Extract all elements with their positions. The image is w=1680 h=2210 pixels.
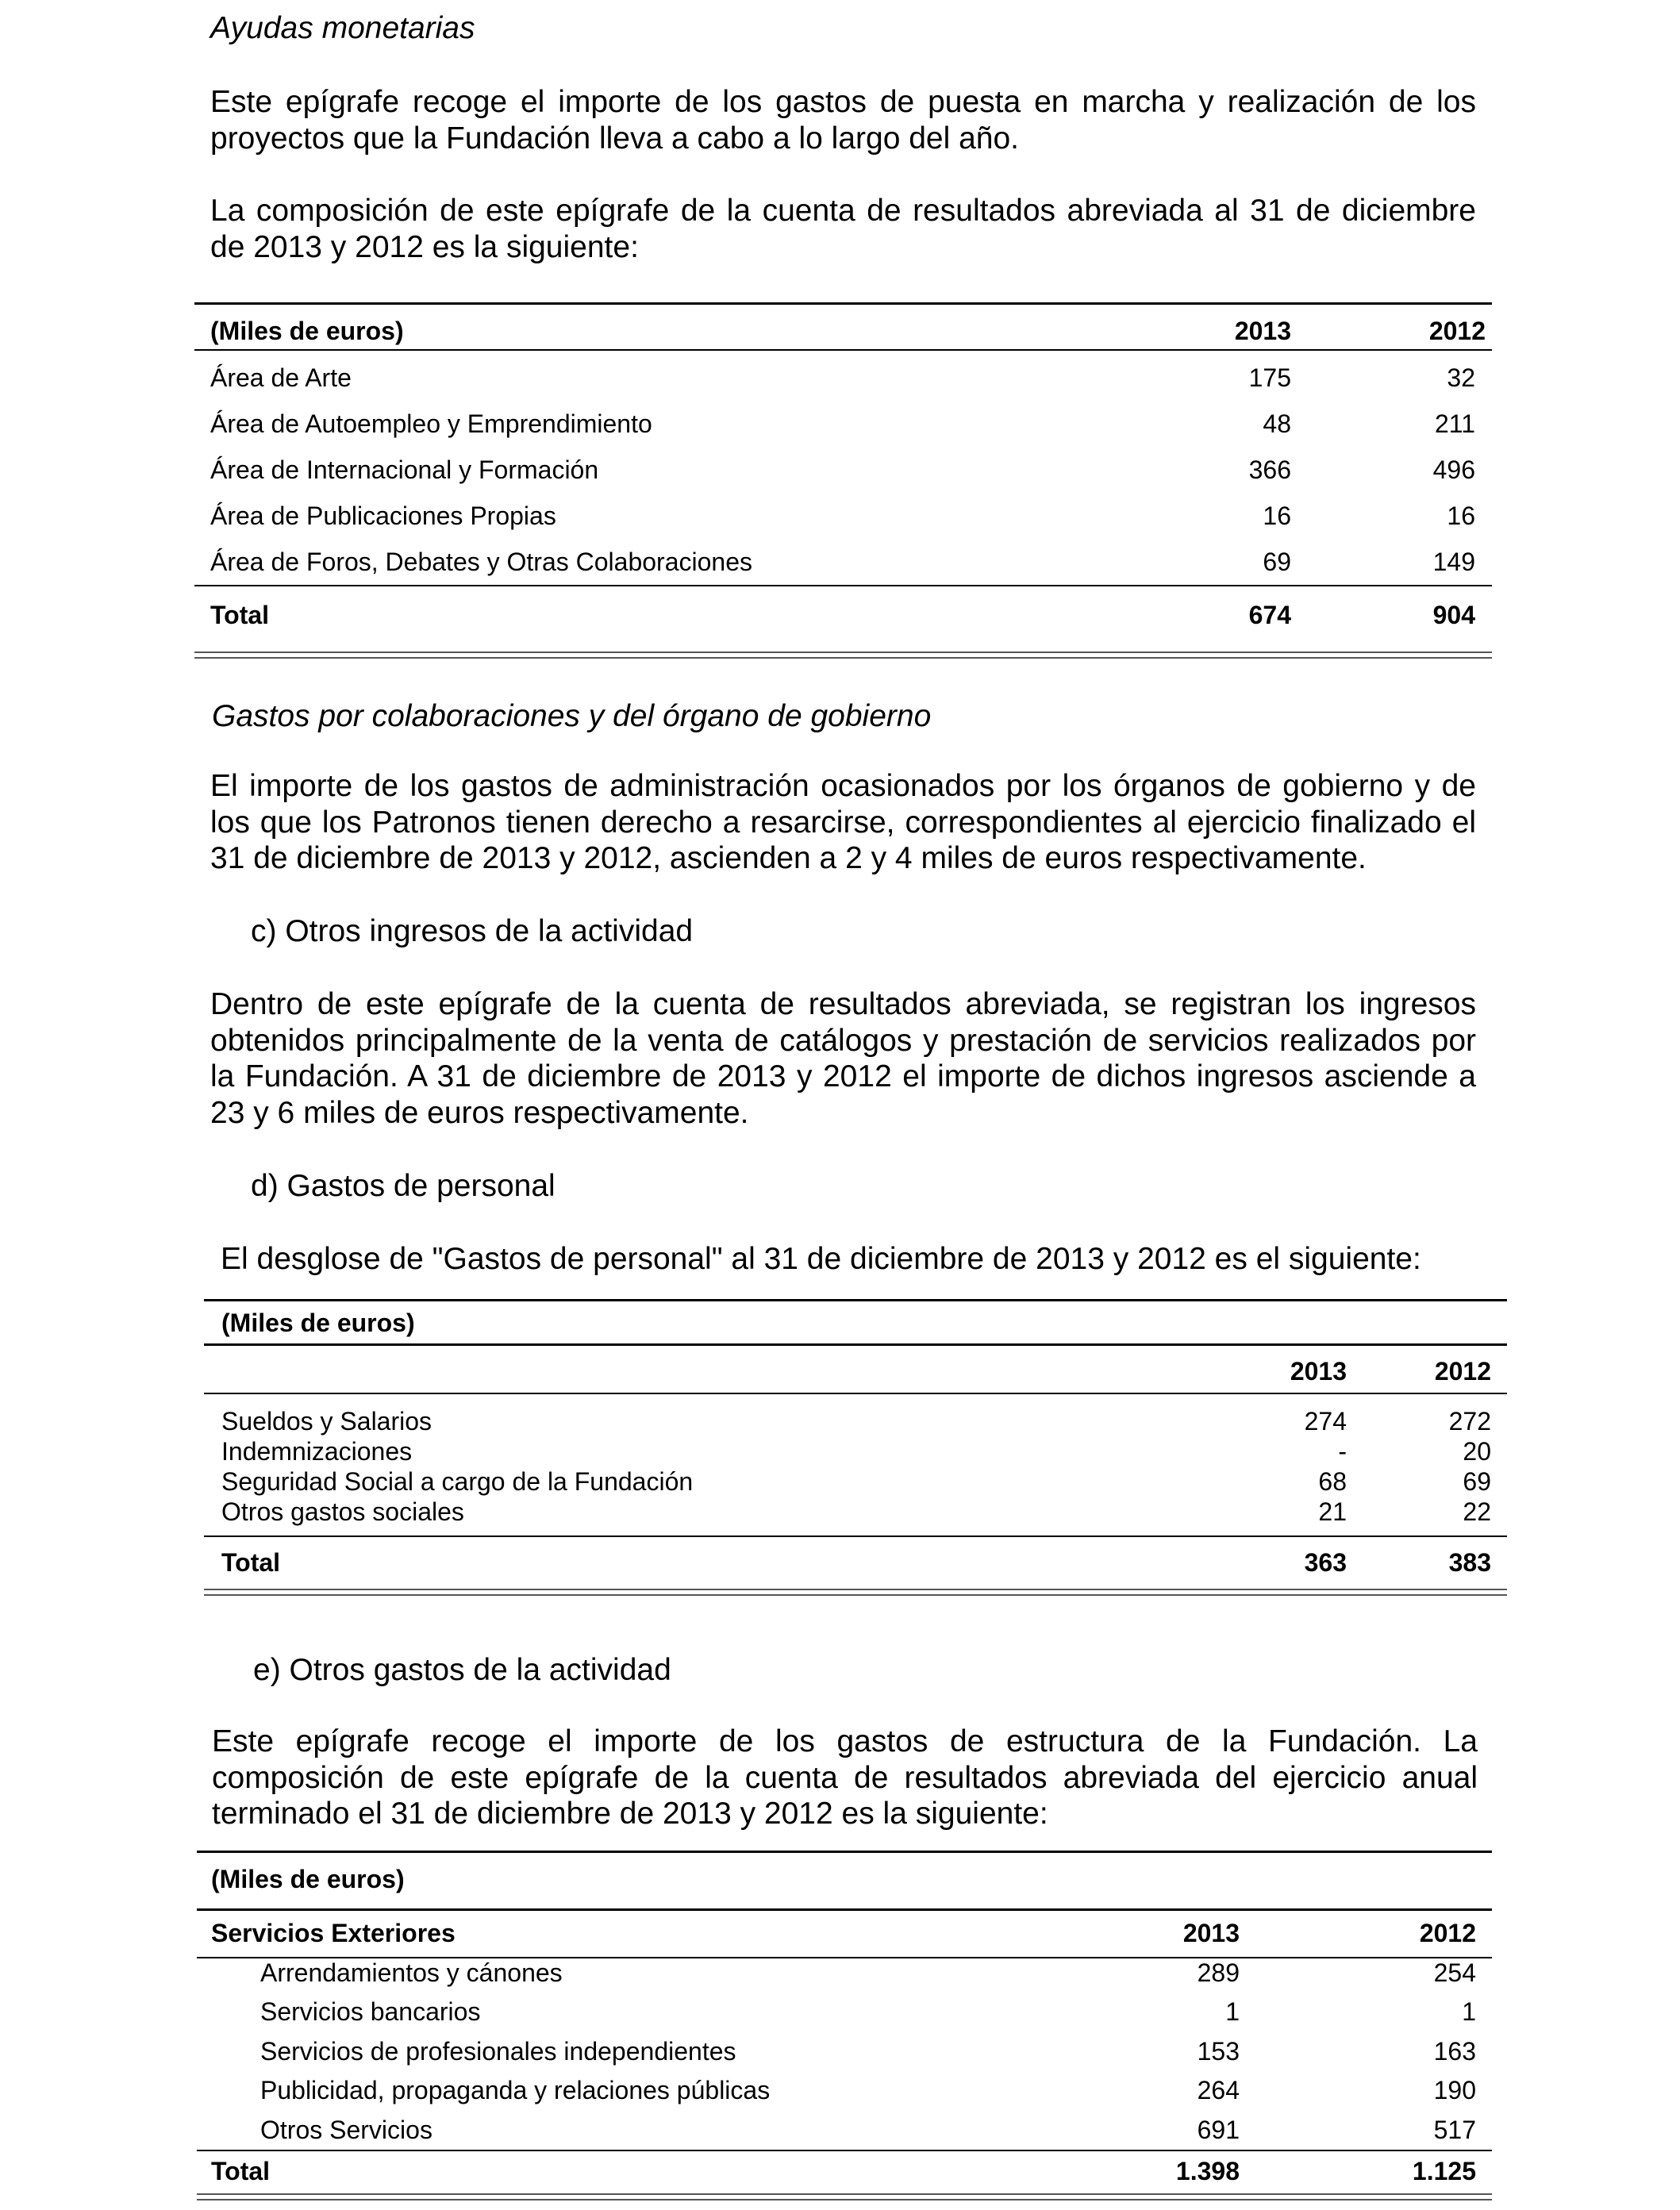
paragraph-ayudas-intro: Este epígrafe recoge el importe de los gastos de puesta en marcha y realización de los proyectos que la Fundación lleva a cabo a lo largo del año. — [210, 85, 1476, 156]
section-heading-ayudas: Ayudas monetarias — [210, 11, 475, 45]
paragraph-ayudas-composition: La composición de este epígrafe de la cuenta de resultados abreviada al 31 de diciembre de 2013 y 2012 es la siguiente: — [210, 194, 1476, 264]
header-2013: 2013 — [1234, 317, 1291, 345]
double-rule — [194, 651, 1492, 659]
section-heading-gastos-colaboraciones: Gastos por colaboraciones y del órgano de gobierno — [212, 699, 932, 733]
row-label: Área de Publicaciones Propias — [210, 502, 556, 530]
total-label: Total — [210, 601, 270, 629]
table-gastos-personal — [204, 1299, 1507, 1593]
header-2012: 2012 — [1434, 1357, 1491, 1386]
row-label: Seguridad Social a cargo de la Fundación — [221, 1467, 694, 1496]
header-units: (Miles de euros) — [210, 317, 404, 345]
row-value-2013: 175 — [1248, 363, 1291, 392]
row-value-2013: 264 — [1197, 2076, 1240, 2104]
row-value-2013: 48 — [1263, 409, 1291, 438]
row-value-2013: 68 — [1318, 1467, 1347, 1496]
row-value-2012: 517 — [1433, 2116, 1476, 2144]
total-rule — [194, 585, 1492, 586]
row-value-2012: 20 — [1463, 1437, 1491, 1466]
row-value-2013: 69 — [1263, 548, 1291, 576]
table-otros-gastos — [197, 1851, 1492, 2200]
table-top-rule — [194, 302, 1492, 305]
row-value-2012: 211 — [1434, 409, 1475, 438]
row-label: Arrendamientos y cánones — [260, 1958, 563, 1987]
table-ayudas — [194, 302, 1492, 658]
row-value-2012: 149 — [1432, 548, 1475, 576]
header-rule — [204, 1393, 1507, 1394]
row-value-2012: 69 — [1463, 1467, 1491, 1496]
row-value-2013: 691 — [1197, 2116, 1240, 2144]
row-label: Área de Autoempleo y Emprendimiento — [210, 409, 652, 438]
row-value-2012: 22 — [1463, 1497, 1491, 1526]
row-label: Indemnizaciones — [221, 1437, 413, 1466]
row-label: Otros gastos sociales — [221, 1497, 464, 1526]
total-2012: 383 — [1448, 1548, 1491, 1577]
paragraph-otros-ingresos: Dentro de este epígrafe de la cuenta de resultados abreviada, se registran los ingresos obtenidos principalmente de la venta de catálogos y prestación de servicios realizados por la Fundación. A 31 de diciembre de 2013 y 2012 el importe de dichos ingresos asciende a 23 y 6 miles de euros respectivamente. — [210, 987, 1476, 1130]
caption-rule — [204, 1343, 1507, 1346]
total-label: Total — [211, 2157, 271, 2185]
paragraph-otros-gastos: Este epígrafe recoge el importe de los gastos de estructura de la Fundación. La composición de este epígrafe de la cuenta de resultados abreviada del ejercicio anual terminado el 31 de diciembre de 2013 y 2012 es la siguiente: — [212, 1724, 1478, 1831]
row-value-2013: 153 — [1197, 2037, 1240, 2066]
section-heading-d: d) Gastos de personal — [251, 1169, 556, 1203]
row-value-2012: 163 — [1433, 2037, 1476, 2066]
total-rule — [197, 2150, 1492, 2151]
table-top-rule — [197, 1851, 1492, 1853]
row-label: Otros Servicios — [260, 2116, 432, 2144]
row-value-2012: 32 — [1447, 363, 1475, 392]
row-label: Servicios bancarios — [260, 1997, 481, 2026]
row-value-2013: 1 — [1225, 1997, 1240, 2026]
row-value-2013: 289 — [1197, 1958, 1240, 1987]
row-value-2013: - — [1338, 1437, 1347, 1466]
table-top-rule — [204, 1299, 1507, 1301]
row-value-2012: 254 — [1433, 1958, 1476, 1987]
section-heading-e: e) Otros gastos de la actividad — [253, 1653, 671, 1687]
row-value-2013: 21 — [1318, 1497, 1347, 1526]
row-value-2012: 16 — [1447, 502, 1475, 530]
header-rule — [194, 349, 1492, 351]
header-2013: 2013 — [1182, 1919, 1240, 1947]
paragraph-gastos-personal: El desglose de "Gastos de personal" al 31 de diciembre de 2013 y 2012 es el siguiente: — [221, 1242, 1421, 1276]
row-value-2012: 1 — [1462, 1997, 1476, 2026]
table-caption: (Miles de euros) — [221, 1309, 415, 1337]
header-2012: 2012 — [1419, 1919, 1476, 1947]
header-2013: 2013 — [1290, 1357, 1347, 1386]
row-label: Área de Foros, Debates y Otras Colaboraciones — [210, 548, 752, 576]
total-rule — [204, 1535, 1507, 1537]
paragraph-gastos-colaboraciones: El importe de los gastos de administración ocasionados por los órganos de gobierno y de los que los Patronos tienen derecho a resarcirse, correspondientes al ejercicio finalizado el 31 de diciembre de 2013 y 2012, ascienden a 2 y 4 miles de euros respectivamente. — [210, 769, 1476, 875]
row-label: Sueldos y Salarios — [221, 1407, 432, 1436]
table-caption: (Miles de euros) — [211, 1865, 405, 1893]
row-value-2012: 190 — [1433, 2076, 1476, 2104]
row-label: Área de Internacional y Formación — [210, 455, 599, 484]
double-rule — [197, 2193, 1492, 2200]
row-label: Área de Arte — [210, 363, 352, 392]
double-rule — [204, 1589, 1507, 1596]
total-2013: 674 — [1248, 601, 1291, 629]
caption-rule — [197, 1908, 1492, 1911]
row-value-2013: 366 — [1248, 455, 1291, 484]
total-label: Total — [221, 1548, 281, 1577]
row-value-2012: 272 — [1448, 1407, 1491, 1436]
row-label: Publicidad, propaganda y relaciones públicas — [260, 2076, 771, 2104]
section-heading-c: c) Otros ingresos de la actividad — [251, 914, 694, 948]
total-2012: 1.125 — [1412, 2157, 1476, 2185]
header-2012: 2012 — [1428, 317, 1486, 345]
header-servicios-exteriores: Servicios Exteriores — [211, 1919, 456, 1947]
row-value-2012: 496 — [1432, 455, 1475, 484]
total-2012: 904 — [1432, 601, 1475, 629]
total-2013: 1.398 — [1175, 2157, 1240, 2185]
row-value-2013: 16 — [1263, 502, 1291, 530]
row-value-2013: 274 — [1304, 1407, 1347, 1436]
row-label: Servicios de profesionales independientes — [260, 2037, 736, 2066]
total-2013: 363 — [1304, 1548, 1347, 1577]
